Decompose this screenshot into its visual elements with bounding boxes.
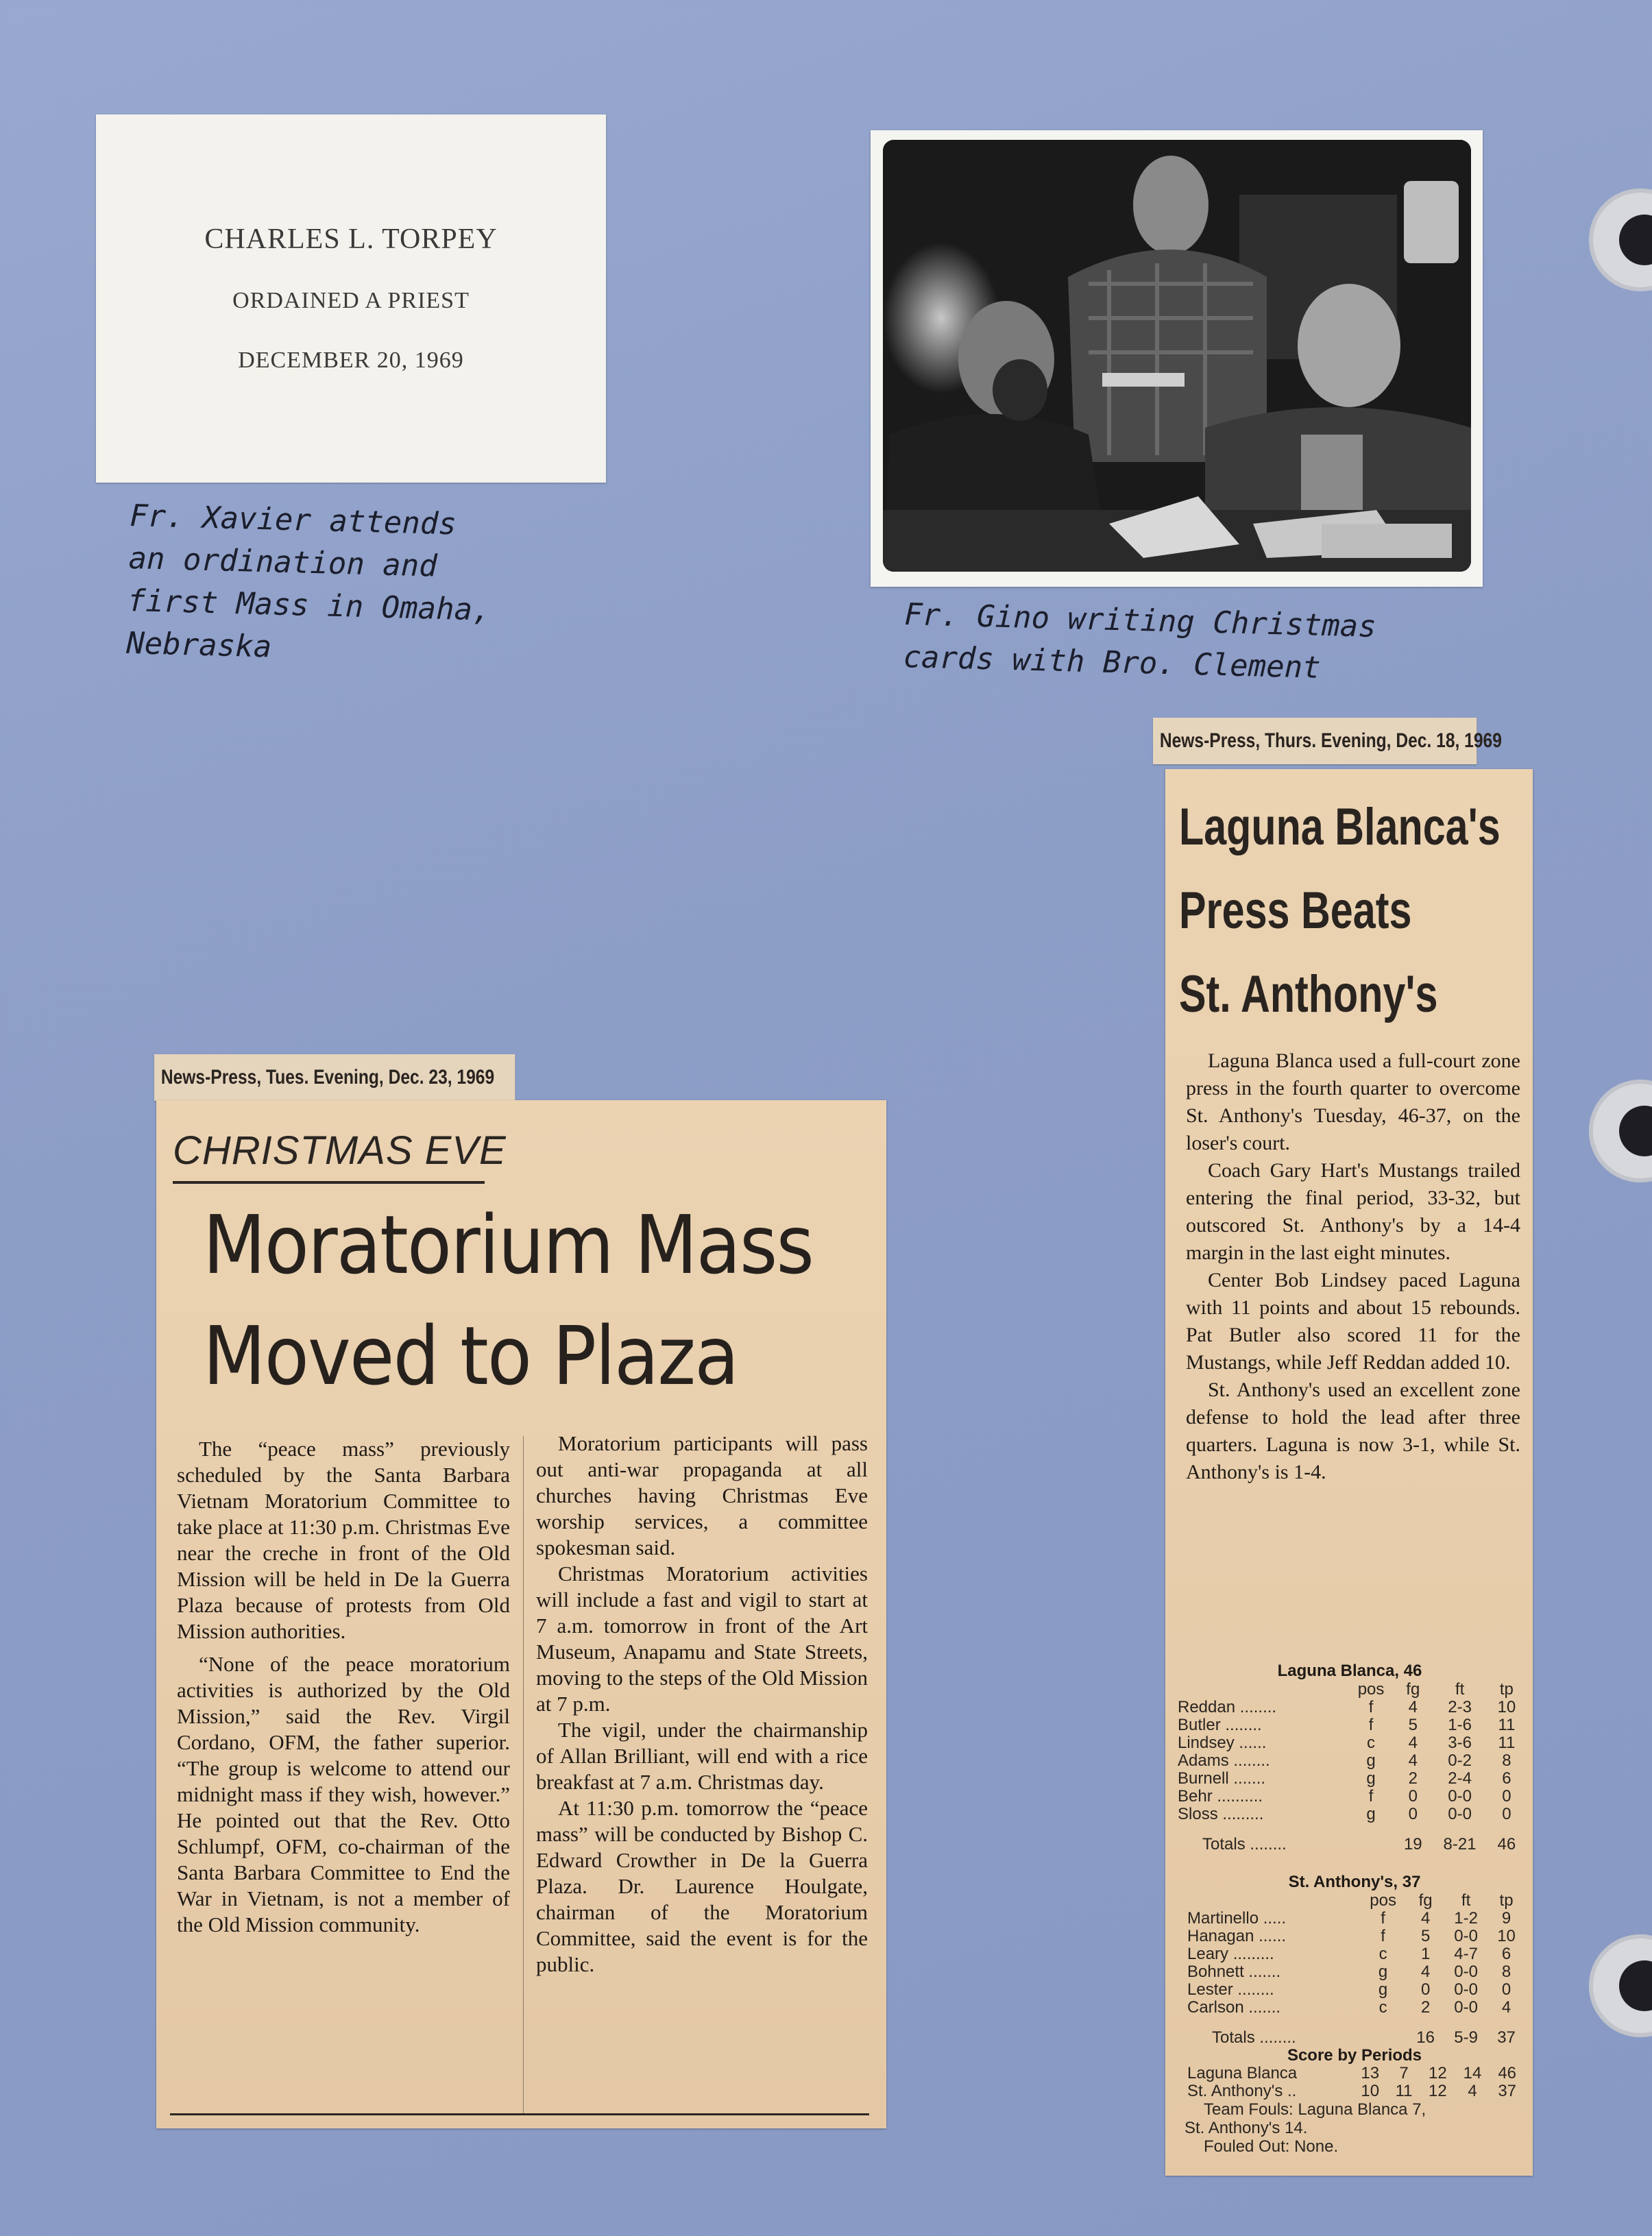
header-cell: ft <box>1455 1680 1465 1699</box>
table-row <box>1185 1963 1525 1981</box>
cell: 11 <box>1498 1734 1516 1752</box>
clipping-right-dateline <box>1153 718 1502 764</box>
cell: 8-21 <box>1443 1835 1477 1854</box>
cell: 9 <box>1501 1909 1511 1928</box>
article-body <box>1186 1047 1520 1486</box>
table-row <box>1185 1910 1525 1928</box>
cell: 14 <box>1463 2064 1482 2082</box>
cell: 4 <box>1420 1962 1431 1981</box>
headline-line: Laguna Blanca's <box>1179 798 1501 856</box>
cell: 0 <box>1420 1980 1431 1999</box>
headline-line: Press Beats <box>1179 882 1412 940</box>
bottom-rule <box>170 2113 869 2115</box>
cell: 46 <box>1497 1835 1516 1854</box>
totals-row <box>1175 1836 1525 1854</box>
cell: c <box>1378 1945 1387 1963</box>
table-row <box>1175 1788 1525 1806</box>
cell: Totals ........ <box>1212 2028 1296 2047</box>
cell: g <box>1378 1980 1388 1999</box>
cell: Laguna Blanca <box>1187 2064 1298 2082</box>
cell: 0-0 <box>1454 1962 1478 1981</box>
cell: 19 <box>1403 1835 1422 1854</box>
paragraph: Coach Gary Hart's Mustangs trailed entering the final period, 33-32, but outscored St. Anthony's by a 14-4 margin in the last eight minutes. <box>1186 1159 1520 1264</box>
cell: 8 <box>1501 1962 1511 1981</box>
fouls-note <box>1185 2100 1525 2156</box>
cell: 4 <box>1468 2082 1477 2100</box>
box-score-st-anthonys <box>1185 1873 1525 2156</box>
cell: 2-3 <box>1448 1698 1472 1716</box>
paragraph: The vigil, under the chairmanship of Allan Brilliant, will end with a rice breakfast at 7 a.m. Christmas day. <box>536 1718 868 1794</box>
cell: 5 <box>1420 1927 1431 1945</box>
headline <box>1179 786 1591 1036</box>
caption-ordination <box>126 495 679 679</box>
kicker: CHRISTMAS EVE <box>173 1128 507 1173</box>
header-cell: tp <box>1499 1891 1514 1910</box>
box-score-laguna <box>1175 1662 1525 1854</box>
cell: 10 <box>1361 2082 1380 2100</box>
cell: c <box>1378 1998 1387 2017</box>
cell: 8 <box>1502 1751 1511 1770</box>
header-cell: pos <box>1370 1891 1396 1910</box>
article-column-1 <box>177 1436 510 1938</box>
cell: g <box>1366 1751 1376 1770</box>
totals-row <box>1185 2029 1525 2047</box>
table-row <box>1175 1734 1525 1752</box>
cell: 4-7 <box>1454 1945 1478 1963</box>
fouls-line: St. Anthony's 14. <box>1185 2119 1308 2137</box>
fouls-line: Fouled Out: None. <box>1204 2137 1339 2156</box>
article-column-2 <box>536 1431 868 1978</box>
clipping-laguna-blanca <box>1165 769 1533 2176</box>
cell: g <box>1366 1769 1376 1788</box>
cell: 0-0 <box>1454 1998 1478 2017</box>
paragraph: Laguna Blanca used a full-court zone press in the fourth quarter to overcome St. Anthony's Tuesday, 46-37, on the loser's court. <box>1186 1049 1520 1154</box>
paragraph: At 11:30 p.m. tomorrow the “peace mass” will be conducted by Bishop C. Edward Crowther in De la Guerra Plaza. Dr. Laurence Houlgate, chairman of the Moratorium Committee, said the event is for the public. <box>536 1796 868 1976</box>
paragraph: Moratorium participants will pass out anti-war propaganda at all churches having Christmas Eve worship services, a committee spokesman said. <box>536 1431 868 1559</box>
periods-title: Score by Periods <box>1287 2046 1422 2065</box>
cell: Reddan ........ <box>1178 1698 1277 1716</box>
cell: 4 <box>1420 1909 1431 1928</box>
cell: 7 <box>1399 2064 1409 2082</box>
ordination-card <box>96 114 606 483</box>
paragraph: “None of the peace moratorium activities is authorized by the Old Mission,” said the Rev. Virgil Cordano, OFM, the father superior. “The group is welcome to attend our midnight mass if they wish, however.” He pointed out that the Rev. Otto Schlumpf, OFM, co-chairman of the Santa Barbara Committee to End the War in Vietnam, is not a member of the Old Mission community. <box>177 1652 510 1936</box>
cell: Hanagan ...... <box>1187 1927 1287 1945</box>
cell: f <box>1368 1716 1374 1734</box>
card-ordained: ORDAINED A PRIEST <box>232 288 470 313</box>
cell: 37 <box>1498 2082 1517 2100</box>
table-row <box>1175 1699 1525 1716</box>
cell: 5 <box>1408 1716 1418 1734</box>
cell: 1 <box>1420 1945 1431 1963</box>
table-header <box>1185 1892 1525 1910</box>
fouls-line: Team Fouls: Laguna Blanca 7, <box>1204 2100 1426 2119</box>
team-title: St. Anthony's, 37 <box>1288 1873 1421 1891</box>
cell: 0-0 <box>1454 1980 1478 1999</box>
cell: 0 <box>1408 1787 1418 1806</box>
cell: Butler ........ <box>1178 1716 1262 1734</box>
cell: 0 <box>1502 1787 1511 1806</box>
table-row <box>1185 2065 1525 2082</box>
caption-line: Fr. Xavier attends <box>129 498 457 542</box>
table-header <box>1175 1681 1525 1699</box>
cell: Lester ........ <box>1187 1980 1274 1999</box>
caption-line: an ordination and <box>127 540 438 584</box>
cell: Carlson ....... <box>1187 1998 1281 2017</box>
cell: 0-2 <box>1448 1751 1472 1770</box>
table-row <box>1185 1928 1525 1945</box>
table-row <box>1185 1999 1525 2017</box>
binder-hole-bottom <box>1589 1934 1652 2037</box>
cell: 1-2 <box>1454 1909 1478 1928</box>
cell: 6 <box>1502 1769 1511 1788</box>
cell: 10 <box>1497 1698 1516 1716</box>
paragraph: Center Bob Lindsey paced Laguna with 11 points and about 15 rebounds. Pat Butler also scored 11 for the Mustangs, while Jeff Reddan added 10. <box>1186 1269 1520 1374</box>
periods-table <box>1185 2065 1525 2100</box>
cell: 0-0 <box>1454 1927 1478 1945</box>
cell: 12 <box>1429 2064 1447 2082</box>
headline-line: St. Anthony's <box>1179 965 1438 1023</box>
paragraph: The “peace mass” previously scheduled by the Santa Barbara Vietnam Moratorium Committee to take place at 11:30 p.m. Christmas Eve near the creche in front of the Old Mission will be held in De la Guerra Plaza because of protests from Old Mission authorities. <box>177 1437 510 1643</box>
cell: 0 <box>1408 1805 1418 1823</box>
cell: 37 <box>1497 2028 1516 2047</box>
cell: Behr .......... <box>1178 1787 1263 1806</box>
table-row <box>1185 1981 1525 1999</box>
cell: 4 <box>1408 1698 1418 1716</box>
photo-image <box>883 140 1471 572</box>
cell: Leary ......... <box>1187 1945 1274 1963</box>
caption-line: Nebraska <box>125 625 272 665</box>
cell: St. Anthony's .. <box>1187 2082 1297 2100</box>
cell: c <box>1367 1734 1376 1752</box>
cell: f <box>1368 1787 1374 1806</box>
cell: 3-6 <box>1448 1734 1472 1752</box>
cell: 0 <box>1501 1980 1511 1999</box>
cell: Sloss ......... <box>1178 1805 1264 1823</box>
binder-hole-top <box>1589 189 1652 291</box>
cell: 4 <box>1408 1734 1418 1752</box>
cell: f <box>1381 1927 1385 1945</box>
clipping-moratorium-mass <box>156 1100 886 2128</box>
card-date: DECEMBER 20, 1969 <box>238 348 464 373</box>
paragraph: St. Anthony's used an excellent zone defense to hold the lead after three quarters. Laguna is now 3-1, while St. Anthony's is 1-4. <box>1186 1378 1520 1483</box>
cell: Adams ........ <box>1178 1751 1270 1770</box>
header-cell: ft <box>1461 1891 1471 1910</box>
cell: 10 <box>1497 1927 1516 1945</box>
header-cell: fg <box>1418 1891 1433 1910</box>
cell: Burnell ....... <box>1178 1769 1266 1788</box>
caption-photo <box>903 594 1522 695</box>
cell: 2-4 <box>1448 1769 1472 1788</box>
caption-line: first Mass in Omaha, <box>127 583 491 628</box>
cell: 16 <box>1416 2028 1435 2047</box>
cell: 0-0 <box>1448 1787 1472 1806</box>
cell: g <box>1378 1962 1388 1981</box>
table-row <box>1175 1716 1525 1734</box>
clipping-left-dateline <box>154 1054 515 1101</box>
caption-line: cards with Bro. Clement <box>902 639 1322 685</box>
cell: Martinello ..... <box>1187 1909 1287 1928</box>
table-row <box>1175 1770 1525 1788</box>
table-row <box>1175 1806 1525 1823</box>
headline-line1: Moratorium Mass <box>203 1198 814 1292</box>
cell: f <box>1381 1909 1385 1928</box>
cell: 11 <box>1498 1716 1516 1734</box>
table-row <box>1185 2082 1525 2100</box>
kicker-underline <box>173 1181 485 1184</box>
cell: 4 <box>1501 1998 1511 2017</box>
cell: 0-0 <box>1448 1805 1472 1823</box>
team-title: Laguna Blanca, 46 <box>1277 1662 1422 1680</box>
cell: 0 <box>1502 1805 1511 1823</box>
cell: 2 <box>1420 1998 1431 2017</box>
box-score-table <box>1175 1681 1525 1854</box>
cell: 2 <box>1408 1769 1418 1788</box>
cell: 12 <box>1429 2082 1447 2100</box>
dateline-text: News-Press, Tues. Evening, Dec. 23, 1969 <box>160 1066 495 1089</box>
cell: 13 <box>1361 2064 1380 2082</box>
cell: 11 <box>1395 2082 1413 2100</box>
cell: 1-6 <box>1448 1716 1472 1734</box>
column-rule <box>523 1436 524 2115</box>
cell: Totals ........ <box>1202 1835 1287 1854</box>
cell: g <box>1366 1805 1376 1823</box>
binder-hole-middle <box>1589 1080 1652 1182</box>
header-cell: pos <box>1357 1680 1385 1699</box>
header-cell: fg <box>1406 1680 1420 1699</box>
cell: Lindsey ...... <box>1178 1734 1267 1752</box>
box-score-table <box>1185 1892 1525 2047</box>
table-row <box>1175 1752 1525 1770</box>
cell: 46 <box>1498 2064 1517 2082</box>
header-cell: tp <box>1499 1680 1514 1699</box>
cell: 4 <box>1408 1751 1418 1770</box>
headline-line2: Moved to Plaza <box>203 1309 738 1403</box>
cell: 6 <box>1501 1945 1511 1963</box>
photo-scene <box>883 140 1471 572</box>
photograph-christmas-cards <box>871 130 1483 587</box>
paragraph: Christmas Moratorium activities will include a fast and vigil to start at 7 a.m. tomorrow in front of the Art Museum, Anapamu and State Streets, moving to the steps of the Old Mission at 7 p.m. <box>536 1561 868 1716</box>
table-row <box>1185 1945 1525 1963</box>
caption-line: Fr. Gino writing Christmas <box>903 596 1377 645</box>
cell: Bohnett ....... <box>1187 1962 1281 1981</box>
card-name: CHARLES L. TORPEY <box>204 223 498 255</box>
cell: f <box>1368 1698 1374 1716</box>
dateline-text: News-Press, Thurs. Evening, Dec. 18, 1969 <box>1159 729 1502 752</box>
cell: 5-9 <box>1454 2028 1478 2047</box>
